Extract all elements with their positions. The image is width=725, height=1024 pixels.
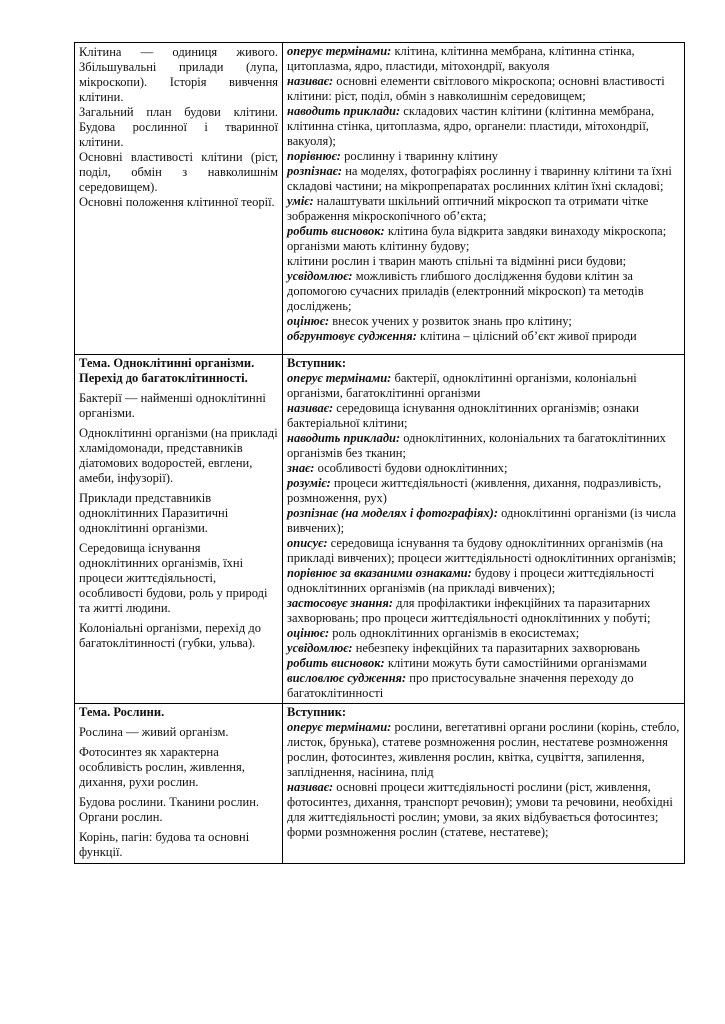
outcome-item <box>287 371 680 401</box>
topic-cell <box>75 43 283 355</box>
outcome-keyword: називає: <box>287 780 334 794</box>
outcome-item <box>287 461 680 476</box>
outcome-keyword: оперує термінами: <box>287 720 392 734</box>
outcome-keyword: знає: <box>287 461 315 475</box>
topic-paragraph: Одноклітинні організми (на прикладі хламідомонади, представників діатомових водоростей, евглени, амеби, інфузорії). <box>79 426 278 485</box>
outcome-keyword: оцінює: <box>287 626 330 640</box>
outcome-text: одноклітинних, колоніальних та багатоклітинних організмів без тканин; <box>287 431 666 460</box>
outcome-text: будову і процеси життєдіяльності одноклітинних організмів (на прикладі вивчених); <box>287 566 655 595</box>
outcome-item <box>287 671 680 701</box>
outcomes-cell <box>283 704 685 864</box>
outcome-text: складових частин клітини (клітинна мембрана, клітинна стінка, цитоплазма, ядро, органели: пластиди, мітохондрії, вакуоля); <box>287 104 655 148</box>
outcome-keyword: робить висновок: <box>287 656 385 670</box>
outcome-item <box>287 149 680 164</box>
topic-paragraph: Приклади представників одноклітинних Паразитичні одноклітинні організми. <box>79 491 229 535</box>
outcome-keyword: обгрунтовує судження: <box>287 329 417 343</box>
outcome-item <box>287 194 680 224</box>
topic-title: Тема. Одноклітинні організми. Перехід до багатоклітинності. <box>79 356 255 385</box>
outcome-text: внесок учених у розвиток знань про клітину; <box>329 314 572 328</box>
outcome-text: основні процеси життєдіяльності рослини (ріст, живлення, фотосинтез, дихання, транспорт речовин); умови та речовини, необхідні для життєдіяльності рослин; умови, за яких відбувається фотосинтез; форми розмноження рослин (статеве, нестатеве); <box>287 780 673 839</box>
outcome-keyword: порівнює: <box>287 149 341 163</box>
outcome-text: одноклітинні організми (із числа вивчених); <box>287 506 677 535</box>
outcome-item <box>287 164 680 194</box>
outcome-item <box>287 626 680 641</box>
outcome-keyword: наводить приклади: <box>287 431 401 445</box>
outcomes-cell <box>283 43 685 355</box>
outcome-text: налаштувати шкільний оптичний мікроскоп та отримати чітке зображення мікроскопічного об’єкта; <box>287 194 649 223</box>
topic-paragraph: Фотосинтез як характерна особливість рослин, живлення, дихання, рухи рослин. <box>79 745 245 789</box>
outcome-keyword: робить висновок: <box>287 224 385 238</box>
outcome-item <box>287 224 680 254</box>
outcome-item <box>287 104 680 149</box>
topic-paragraph: Загальний план будови клітини. Будова рослинної і тваринної клітини. <box>79 105 279 149</box>
outcome-text: основні елементи світлового мікроскопа; основні властивості клітини: ріст, поділ, обмін з навколишнім середовищем; <box>287 74 665 103</box>
topic-paragraph: Клітина — одиниця живого. Збільшувальні прилади (лупа, мікроскопи). Історія вивчення клітини. <box>79 45 279 104</box>
outcome-text: процеси життєдіяльності (живлення, дихання, подразливість, розмноження, рух) <box>287 476 662 505</box>
outcome-keyword: усвідомлює: <box>287 269 353 283</box>
topic-cell <box>75 704 283 864</box>
topic-paragraph: Основні властивості клітини (ріст, поділ, обмін з навколишнім середовищем). <box>79 150 279 194</box>
outcome-keyword: наводить приклади: <box>287 104 401 118</box>
outcome-keyword: розуміє: <box>287 476 331 490</box>
topic-paragraph: Рослина — живий організм. <box>79 725 229 739</box>
outcome-item <box>287 401 680 431</box>
outcome-item <box>287 329 680 344</box>
outcome-text: клітини можуть бути самостійними організмами <box>384 656 647 670</box>
topic-paragraph: Будова рослини. Тканини рослин. Органи рослин. <box>79 795 260 824</box>
topic-title: Тема. Рослини. <box>79 705 165 719</box>
outcome-item <box>287 476 680 506</box>
outcome-keyword: висловлює судження: <box>287 671 407 685</box>
outcome-text: середовища існування та будову одноклітинних організмів (на прикладі вивчених); процеси життєдіяльності одноклітинних організмів; <box>287 536 677 565</box>
outcome-keyword: називає: <box>287 74 334 88</box>
outcome-item <box>287 656 680 671</box>
outcome-text: середовища існування одноклітинних організмів; ознаки бактеріальної клітини; <box>287 401 639 430</box>
outcome-item <box>287 720 680 780</box>
outcome-text: можливість глибшого дослідження будови клітин за допомогою сучасних приладів (електронний мікроскоп) та методів досліджень; <box>287 269 644 313</box>
outcome-text: про пристосувальне значення переходу до багатоклітинності <box>287 671 634 700</box>
outcome-text: небезпеку інфекційних та паразитарних захворювань <box>352 641 640 655</box>
outcome-keyword: усвідомлює: <box>287 641 353 655</box>
table-row <box>75 43 685 355</box>
outcome-keyword: оцінює: <box>287 314 330 328</box>
outcome-item <box>287 596 680 626</box>
outcome-keyword: оперує термінами: <box>287 44 392 58</box>
outcome-text: бактерії, одноклітинні організми, колоніальні організми, багатоклітинні організми <box>287 371 637 400</box>
outcome-text: особливості будови одноклітинних; <box>314 461 508 475</box>
outcome-item <box>287 536 680 566</box>
outcome-text: рослини, вегетативні органи рослини (корінь, стебло, листок, брунька), статеве розмноження рослин, нестатеве розмноження рослин, фотосинтез, живлення рослин, квітка, суцвіття, запилення, запліднення, насінина, плід <box>287 720 680 779</box>
outcome-keyword: називає: <box>287 401 334 415</box>
table-row <box>75 704 685 864</box>
outcome-item <box>287 506 680 536</box>
outcome-keyword: розпізнає (на моделях і фотографіях): <box>287 506 498 520</box>
topic-paragraph: Середовища існування одноклітинних організмів, їхні процеси життєдіяльності, особливості будови, роль у природі та житті людини. <box>79 541 268 615</box>
outcome-item <box>287 74 680 104</box>
outcome-item <box>287 431 680 461</box>
outcome-keyword: оперує термінами: <box>287 371 392 385</box>
outcome-text: клітини рослин і тварин мають спільні та відмінні риси будови; <box>287 254 627 268</box>
topic-paragraph: Корінь, пагін: будова та основні функції. <box>79 830 250 859</box>
topic-paragraph: Основні положення клітинної теорії. <box>79 195 275 209</box>
outcome-text: на моделях, фотографіях рослинну і тваринну клітини та їхні складові частини; на мікропрепаратах рослинних клітин їхні складові; <box>287 164 672 193</box>
table-row <box>75 355 685 704</box>
outcome-item <box>287 314 680 329</box>
outcome-item <box>287 566 680 596</box>
outcome-keyword: розпізнає: <box>287 164 343 178</box>
outcomes-title: Вступник: <box>287 705 347 719</box>
outcomes-cell <box>283 355 685 704</box>
outcome-text: для профілактики інфекційних та паразитарних захворювань; про процеси життєдіяльності одноклітинних у побуті; <box>287 596 651 625</box>
outcome-text: рослинну і тваринну клітину <box>340 149 499 163</box>
topic-cell <box>75 355 283 704</box>
outcome-item <box>287 780 680 840</box>
outcomes-title: Вступник: <box>287 356 347 370</box>
outcome-text: клітина була відкрита завдяки винаходу мікроскопа; організми мають клітинну будову; <box>287 224 667 253</box>
topic-paragraph: Бактерії — найменші одноклітинні організми. <box>79 391 266 420</box>
outcome-item <box>287 254 680 269</box>
outcome-keyword: порівнює за вказаними ознаками: <box>287 566 472 580</box>
outcome-keyword: уміє: <box>287 194 314 208</box>
outcome-item <box>287 641 680 656</box>
outcome-keyword: застосовує знання: <box>287 596 393 610</box>
outcome-item <box>287 44 680 74</box>
topic-paragraph: Колоніальні організми, перехід до багатоклітинності (губки, ульва). <box>79 621 261 650</box>
curriculum-table <box>74 42 685 864</box>
outcome-text: клітина – цілісний об’єкт живої природи <box>416 329 637 343</box>
outcome-item <box>287 269 680 314</box>
outcome-keyword: описує: <box>287 536 328 550</box>
outcome-text: роль одноклітинних організмів в екосистемах; <box>329 626 580 640</box>
outcome-text: клітина, клітинна мембрана, клітинна стінка, цитоплазма, ядро, пластиди, мітохондрії, вакуоля <box>287 44 635 73</box>
